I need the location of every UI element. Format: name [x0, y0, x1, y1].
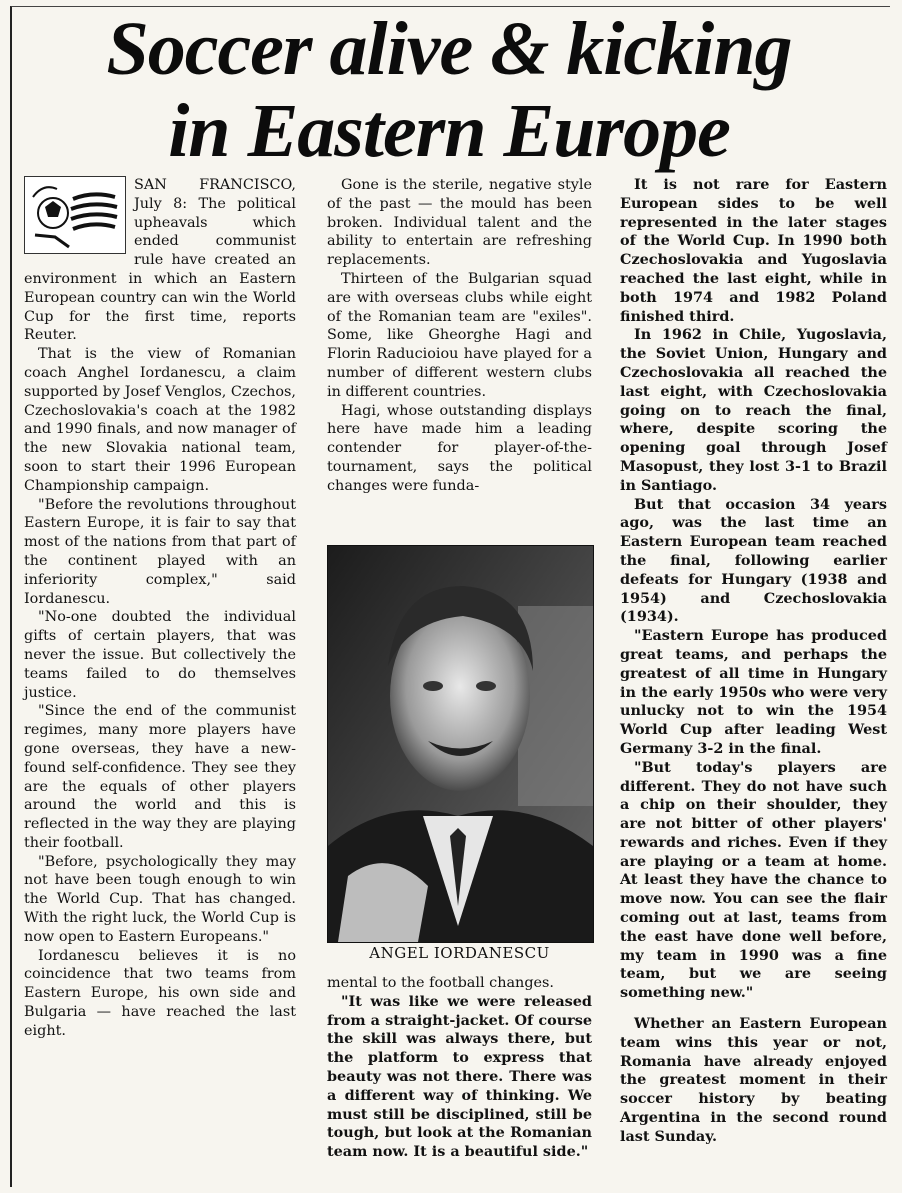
- col1-paragraph-4: "Since the end of the communist regimes, many more players have gone overseas, they have a new-found self-confidence. They see they are the equals of other players around the world and this is reflected in the way they are playing their football.: [24, 703, 296, 851]
- col2-paragraph-2: Thirteen of the Bulgarian squad are with overseas clubs while eight of the Romanian team are "exiles". Some, like Gheorghe Hagi and Florin Raducioiou have played for a number of different western clubs in different countries.: [327, 270, 592, 400]
- col1-paragraph-3: "No-one doubted the individual gifts of certain players, that was never the issue. But collectively the teams failed to do themselves justice.: [24, 609, 296, 701]
- col2-paragraph-4: mental to the football changes.: [327, 975, 555, 991]
- column-2: [327, 176, 592, 496]
- col3-paragraph-2: In 1962 in Chile, Yugoslavia, the Soviet Union, Hungary and Czechoslovakia all reached the last eight, with Czechoslovakia going on to reach the final, where, despite scoring the opening goal through Josef Masopust, they lost 3-1 to Brazil in Santiago.: [620, 326, 887, 494]
- headline-line-1: Soccer alive & kicking: [106, 7, 792, 91]
- column-3: [620, 176, 887, 1147]
- col1-paragraph-1: That is the view of Romanian coach Anghel Iordanescu, a claim supported by Josef Venglos, Czechos, Czechoslovakia's coach at the 1982 and 1990 finals, and now manager of the new Slovakia national team, soon to start their 1996 European Championship campaign.: [24, 346, 296, 494]
- headline-line-2: in Eastern Europe: [168, 89, 730, 173]
- col3-paragraph-6: Whether an Eastern European team wins this year or not, Romania have already enjoyed the greatest moment in their soccer history by beating Argentina in the second round last Sunday.: [620, 1015, 887, 1145]
- dateline-paragraph: SAN FRANCISCO, July 8: The political upheavals which ended communist rule have created an environment in which an Eastern European country can win the World Cup for the first time, reports Reuter.: [24, 177, 296, 344]
- portrait-photo: [327, 545, 594, 943]
- headline: [18, 8, 880, 172]
- photo-caption: ANGEL IORDANESCU: [369, 944, 550, 962]
- column-2-continued: [327, 974, 592, 1162]
- col2-paragraph-1: Gone is the sterile, negative style of the past — the mould has been broken. Individual talent and the ability to entertain are refreshing replacements.: [327, 177, 592, 269]
- col3-paragraph-4: "Eastern Europe has produced great teams, and perhaps the greatest of all time in Hungary in the early 1950s who were very unlucky not to win the 1954 World Cup after leading West Germany 3-2 in the final.: [620, 627, 887, 757]
- world-cup-logo: [24, 176, 126, 254]
- col3-paragraph-3: But that occasion 34 years ago, was the last time an Eastern European team reached the final, following earlier defeats for Hungary (1938 and 1954) and Czechoslovakia (1934).: [620, 495, 887, 626]
- column-1: [24, 176, 296, 1041]
- portrait-image: [328, 546, 593, 942]
- col2-paragraph-3: Hagi, whose outstanding displays here have made him a leading contender for player-of-the-tournament, says the political changes were funda-: [327, 402, 592, 494]
- col1-paragraph-6: Iordanescu believes it is no coincidence that two teams from Eastern Europe, his own side and Bulgaria — have reached the last eight.: [24, 947, 296, 1039]
- col1-paragraph-5: "Before, psychologically they may not have been tough enough to win the World Cup. That has changed. With the right luck, the World Cup is now open to Eastern Europeans.": [24, 853, 296, 945]
- col3-paragraph-5: "But today's players are different. They do not have such a chip on their shoulder, they are not bitter of other players' rewards and riches. Even if they are playing or a team at home. At least they have the chance to move now. You can see the flair coming out at last, teams from the east have done well before, my team in 1990 was a fine team, but we are seeing something new.": [620, 758, 887, 1002]
- col2-paragraph-5: "It was like we were released from a straight-jacket. Of course the skill was always there, but the platform to express that beauty was not there. There was a different way of thinking. We must still be disciplined, still be tough, but look at the Romanian team now. It is a beautiful side.": [327, 992, 592, 1161]
- col3-paragraph-1: It is not rare for Eastern European sides to be well represented in the later stages of the World Cup. In 1990 both Czechoslovakia and Yugoslavia reached the last eight, while in both 1974 and 1982 Poland finished third.: [620, 176, 887, 325]
- world-cup-logo-icon: [25, 177, 125, 253]
- col1-paragraph-2: "Before the revolutions throughout Eastern Europe, it is fair to say that most of the nations from that part of the continent played with an inferiority complex," said Iordanescu.: [24, 496, 296, 607]
